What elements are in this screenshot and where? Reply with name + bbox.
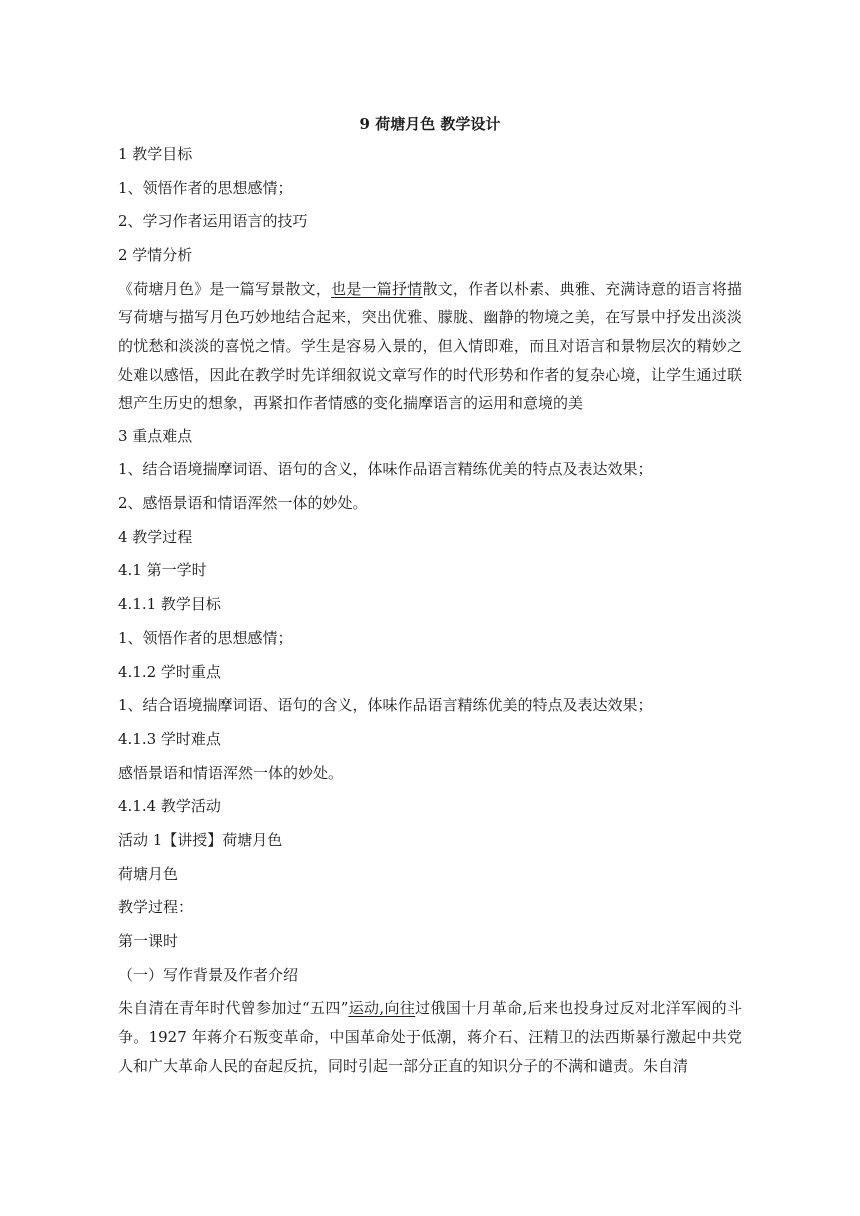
lesson-title: 荷塘月色: [118, 864, 179, 883]
list-item: 感悟景语和情语浑然一体的妙处。: [118, 763, 344, 782]
document-page: [118, 110, 742, 1083]
background-paragraph: [118, 994, 742, 1080]
underlined-text: 也是一篇抒情: [331, 279, 423, 298]
section-heading: 3 重点难点: [118, 426, 193, 445]
list-item: 1、领悟作者的思想感情；: [118, 178, 293, 197]
activity-label: 活动 1【讲授】荷塘月色: [118, 830, 283, 849]
section-heading: 4 教学过程: [118, 527, 193, 546]
text-run: 过俄国十月革命,后来也投身过反对北洋军阀的斗争。1927 年蒋介石叛变革命，中国革命处于低潮，蒋介石、汪精卫的法西斯暴行激起中共党人和广大革命人民的奋起反抗，同时引起一部分正直的知识分子的不满和谴责。朱自清: [118, 999, 742, 1075]
analysis-paragraph: [118, 275, 742, 418]
class-label: 第一课时: [118, 932, 179, 951]
list-item: 2、感悟景语和情语浑然一体的妙处。: [118, 494, 368, 513]
list-item: 1、结合语境揣摩词语、语句的含义，体味作品语言精练优美的特点及表达效果；: [118, 696, 653, 715]
subsection-heading: 4.1.3 学时难点: [118, 729, 221, 748]
list-item: 1、结合语境揣摩词语、语句的含义，体味作品语言精练优美的特点及表达效果；: [118, 460, 653, 479]
document-title: 9 荷塘月色 教学设计: [359, 115, 501, 133]
list-item: 2、学习作者运用语言的技巧: [118, 212, 308, 231]
section-heading: 1 教学目标: [118, 145, 193, 163]
background-heading: （一）写作背景及作者介绍: [118, 965, 299, 984]
subsection-heading: 4.1.1 教学目标: [118, 595, 221, 614]
text-run: 朱自清在青年时代曾参加过“五四”: [118, 999, 349, 1018]
text-run: 散文，作者以朴素、典雅、充满诗意的语言将描写荷塘与描写月色巧妙地结合起来，突出优雅、朦胧、幽静的物境之美，在写景中抒发出淡淡的忧愁和淡淡的喜悦之情。学生是容易入景的，但入情即难，而且对语言和景物层次的精妙之处难以感悟，因此在教学时先详细叙说文章写作的时代形势和作者的复杂心境，让学生通过联想产生历史的想象，再紧扣作者情感的变化揣摩语言的运用和意境的美: [118, 279, 742, 413]
subsection-heading: 4.1 第一学时: [118, 561, 207, 580]
process-label: 教学过程：: [118, 898, 194, 917]
list-item: 1、领悟作者的思想感情；: [118, 628, 293, 647]
subsection-heading: 4.1.4 教学活动: [118, 797, 221, 816]
text-run: 《荷塘月色》是一篇写景散文，: [118, 279, 332, 298]
subsection-heading: 4.1.2 学时重点: [118, 662, 221, 681]
underlined-text: 运动,向往: [348, 999, 416, 1018]
section-heading: 2 学情分析: [118, 246, 193, 265]
